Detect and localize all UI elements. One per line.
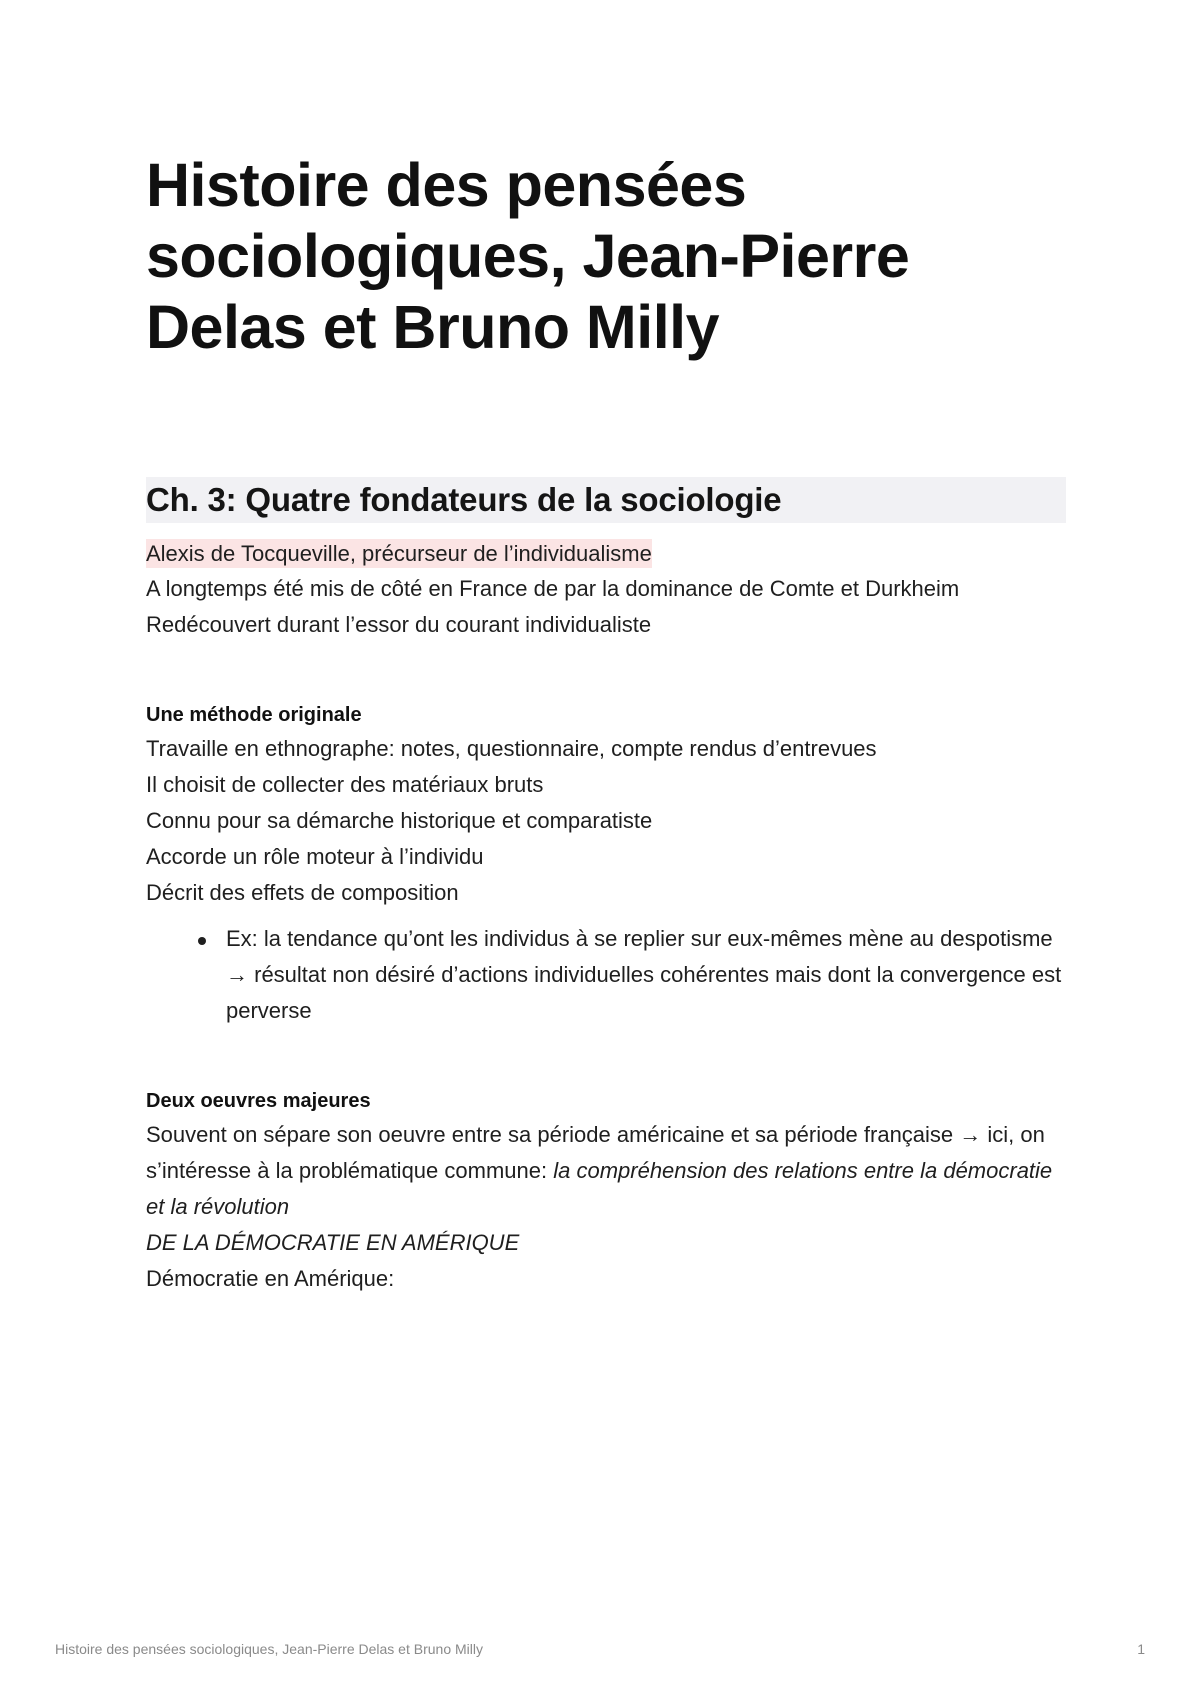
bullet-icon	[198, 937, 206, 945]
intro-paragraph: Redécouvert durant l’essor du courant individualiste	[146, 612, 652, 637]
page-number: 1	[1137, 1641, 1145, 1657]
page-title: Histoire des pensées sociologiques, Jean-Pierre Delas et Bruno Milly	[146, 151, 910, 361]
footer-title: Histoire des pensées sociologiques, Jean-Pierre Delas et Bruno Milly	[55, 1641, 483, 1657]
italic-subheading	[146, 1225, 1066, 1261]
method-line: Décrit des effets de composition	[146, 880, 459, 905]
oeuvres-paragraph	[146, 1117, 1066, 1225]
section-heading-methode: Une méthode originale	[146, 704, 362, 726]
intro-paragraph: A longtemps été mis de côté en France de par la dominance de Comte et Durkheim	[146, 576, 960, 601]
chapter-heading: Ch. 3: Quatre fondateurs de la sociologie	[146, 477, 1066, 523]
method-line: Accorde un rôle moteur à l’individu	[146, 844, 484, 869]
method-line: Il choisit de collecter des matériaux bruts	[146, 772, 544, 797]
method-line: Travaille en ethnographe: notes, questionnaire, compte rendus d’entrevues	[146, 736, 877, 761]
bullet-list	[146, 921, 1066, 1029]
section-heading-oeuvres: Deux oeuvres majeures	[146, 1090, 371, 1112]
document-body	[146, 150, 1066, 1297]
method-line: Connu pour sa démarche historique et comparatiste	[146, 808, 653, 833]
oeuvres-paragraph-text: Souvent on sépare son oeuvre entre sa période américaine et sa période française → ici, on s’intéresse à la problématique commune:	[146, 1122, 1045, 1183]
closing-line: Démocratie en Amérique:	[146, 1266, 395, 1291]
italic-subheading-text: DE LA DÉMOCRATIE EN AMÉRIQUE	[146, 1230, 520, 1255]
highlighted-subtitle: Alexis de Tocqueville, précurseur de l’individualisme	[146, 541, 652, 566]
oeuvres-paragraph-italic: la compréhension des relations entre la démocratie et la révolution	[146, 1158, 1053, 1219]
list-item	[226, 921, 1066, 1029]
bullet-text: Ex: la tendance qu’ont les individus à se replier sur eux-mêmes mène au despotisme → résultat non désiré d’actions individuelles cohérentes mais dont la convergence est perverse	[226, 926, 1062, 1023]
highlighted-subtitle-line	[146, 537, 1066, 571]
page-footer	[55, 1641, 1145, 1657]
